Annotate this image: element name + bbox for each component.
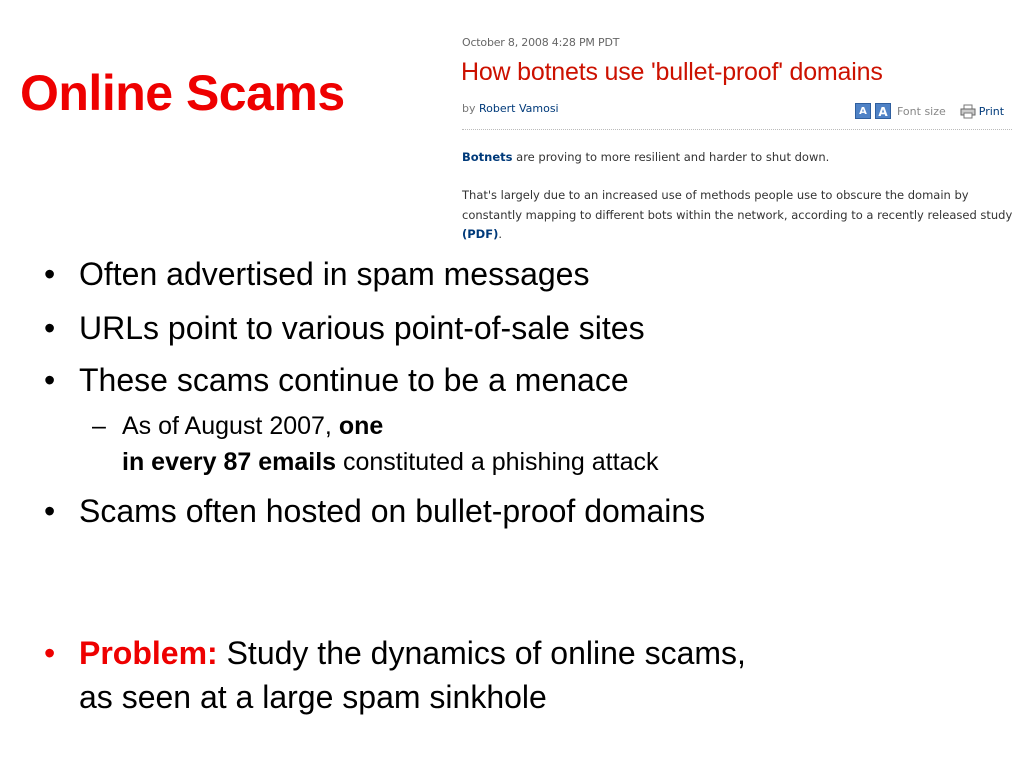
- byline-prefix: by: [462, 102, 476, 115]
- bullet-marker: •: [44, 635, 56, 671]
- font-size-label: Font size: [897, 104, 946, 118]
- print-icon[interactable]: [960, 104, 976, 119]
- bullet-marker: •: [44, 256, 56, 292]
- article-divider: [462, 129, 1012, 130]
- sub-text-bold: in every 87 emails: [122, 448, 337, 476]
- problem-label: Problem:: [79, 635, 218, 671]
- font-increase-button[interactable]: A: [875, 103, 891, 119]
- bullet-marker: •: [44, 310, 56, 346]
- pdf-link[interactable]: (PDF): [462, 227, 499, 241]
- bullet-text: Often advertised in spam messages: [79, 256, 590, 292]
- sub-text-bold: one: [338, 412, 384, 440]
- para2-text: That's largely due to an increased use of methods people use to obscure the domain by constantly mapping to different bots within the network, according to a recently released study: [462, 188, 1013, 222]
- problem-text-2: as seen at a large spam sinkhole: [79, 679, 547, 715]
- sub-bullet-marker: –: [92, 412, 106, 440]
- bullet-text: URLs point to various point-of-sale sites: [79, 310, 645, 346]
- sub-text-normal: constituted a phishing attack: [336, 448, 659, 476]
- sub-bullet-text-1: [122, 408, 383, 445]
- article-dateline: October 8, 2008 4:28 PM PDT: [462, 36, 620, 49]
- sub-bullet-text-2: [122, 444, 658, 481]
- problem-text-1: Study the dynamics of online scams,: [217, 635, 746, 671]
- bullet-marker: •: [44, 493, 56, 529]
- bullet-text: Scams often hosted on bullet-proof domains: [79, 493, 706, 529]
- bullet-text: These scams continue to be a menace: [79, 362, 629, 398]
- botnets-link[interactable]: Botnets: [462, 150, 513, 164]
- article-headline[interactable]: How botnets use 'bullet-proof' domains: [461, 58, 883, 86]
- article-byline: [462, 102, 559, 115]
- para2-end: .: [498, 227, 502, 241]
- font-decrease-button[interactable]: A: [855, 103, 871, 119]
- article-screenshot: [447, 30, 1017, 248]
- article-paragraph-2: [462, 186, 1017, 245]
- bullet-marker: •: [44, 362, 56, 398]
- sub-text-normal: As of August 2007,: [122, 412, 339, 440]
- print-link[interactable]: Print: [978, 104, 1005, 118]
- article-paragraph-1: [462, 150, 829, 164]
- para1-text: are proving to more resilient and harder to shut down.: [512, 150, 830, 164]
- article-tools: [855, 103, 1004, 119]
- slide-title: Online Scams: [20, 65, 345, 121]
- author-link[interactable]: Robert Vamosi: [479, 102, 559, 115]
